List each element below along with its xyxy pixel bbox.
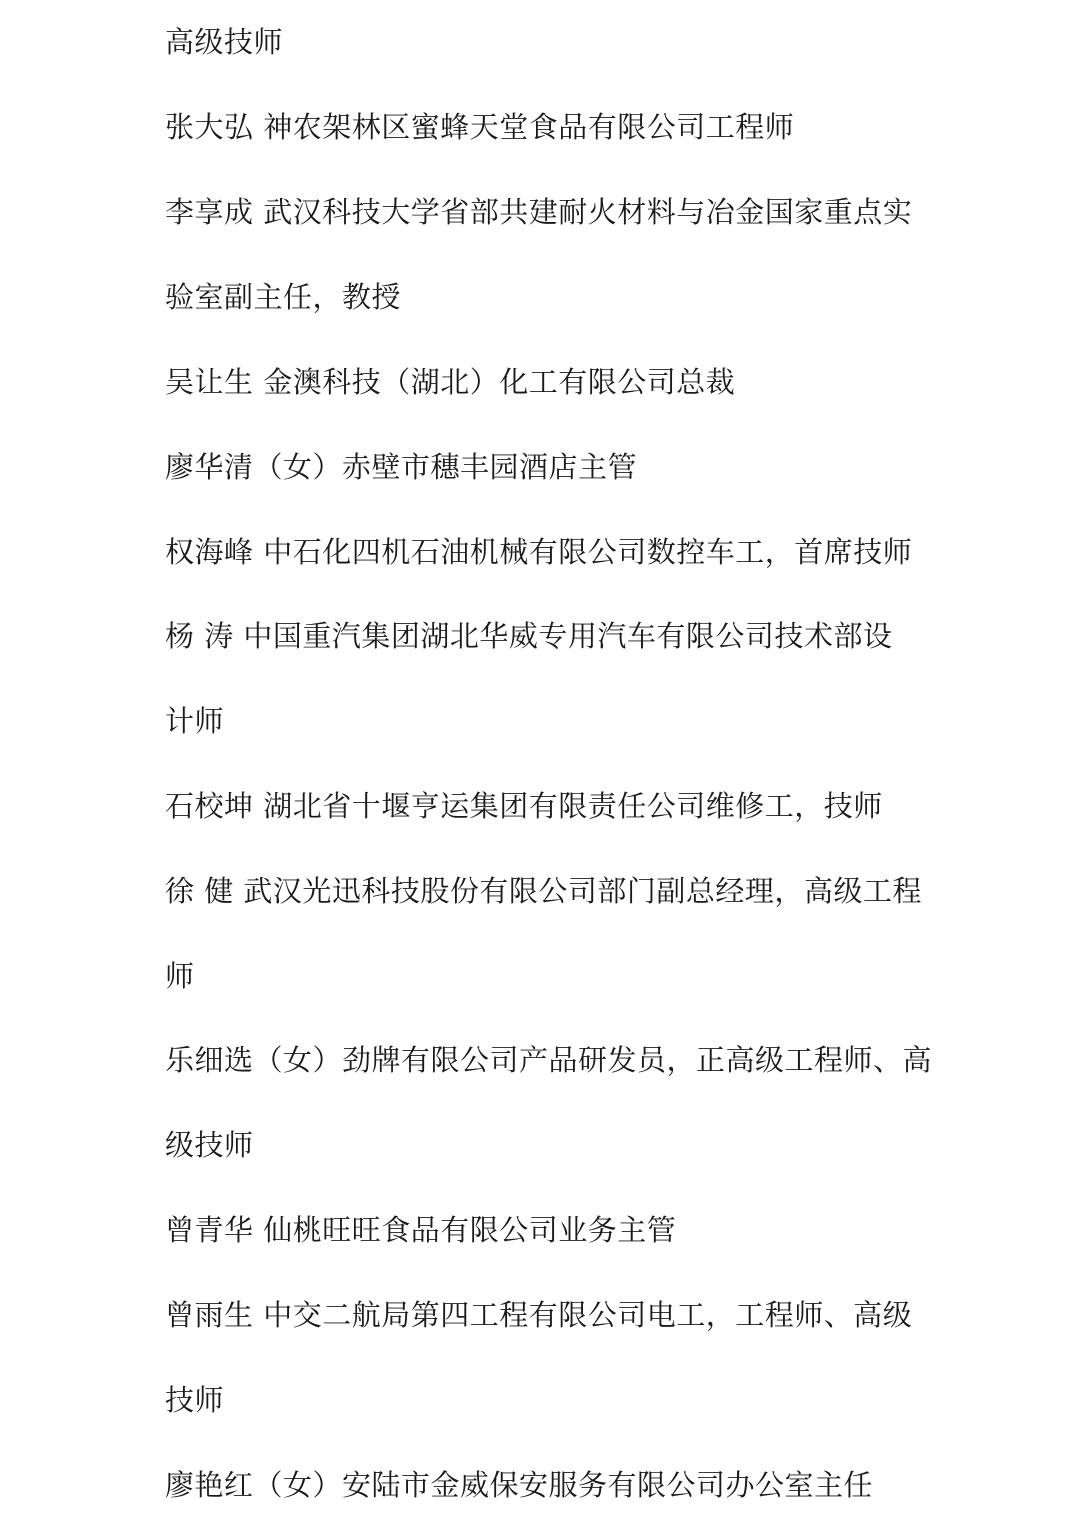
text-line: 廖华清（女）赤壁市穗丰园酒店主管: [165, 450, 638, 484]
text-line: 级技师: [165, 1128, 254, 1162]
text-line: 杨 涛 中国重汽集团湖北华威专用汽车有限公司技术部设: [165, 619, 893, 653]
text-line: 廖艳红（女）安陆市金威保安服务有限公司办公室主任: [165, 1468, 874, 1502]
text-line: 乐细选（女）劲牌有限公司产品研发员，正高级工程师、高: [165, 1043, 933, 1077]
text-line: 徐 健 武汉光迅科技股份有限公司部门副总经理，高级工程: [165, 874, 922, 908]
text-line: 曾青华 仙桃旺旺食品有限公司业务主管: [165, 1213, 677, 1247]
text-line: 权海峰 中石化四机石油机械有限公司数控车工，首席技师: [165, 535, 913, 569]
text-line: 吴让生 金澳科技（湖北）化工有限公司总裁: [165, 365, 736, 399]
text-line: 曾雨生 中交二航局第四工程有限公司电工，工程师、高级: [165, 1298, 913, 1332]
text-line: 验室副主任，教授: [165, 280, 402, 314]
text-line: 张大弘 神农架林区蜜蜂天堂食品有限公司工程师: [165, 110, 795, 144]
text-line: 师: [165, 959, 195, 993]
text-line: 石校坤 湖北省十堰亨运集团有限责任公司维修工，技师: [165, 789, 883, 823]
text-line: 计师: [165, 704, 225, 738]
text-line: 高级技师: [165, 25, 284, 59]
text-line: 李享成 武汉科技大学省部共建耐火材料与冶金国家重点实: [165, 195, 913, 229]
text-line: 技师: [165, 1383, 225, 1417]
